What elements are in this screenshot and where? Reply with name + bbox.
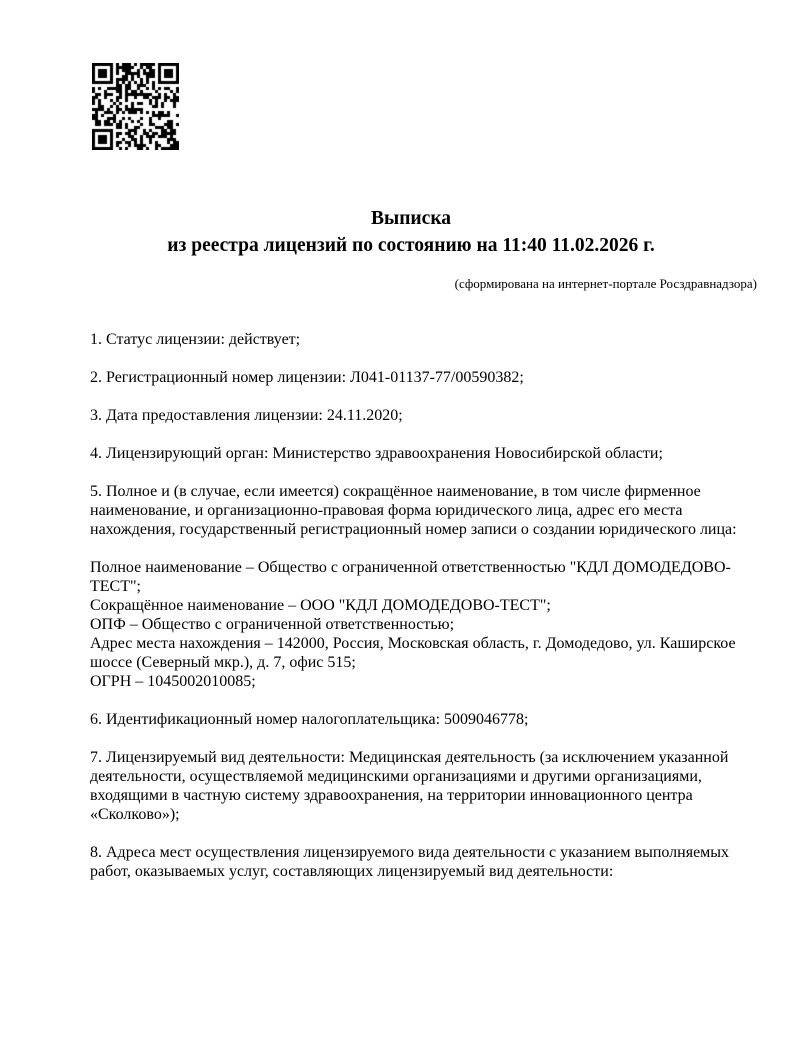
license-status: 1. Статус лицензии: действует; xyxy=(90,331,301,348)
legal-entity-details xyxy=(90,558,757,691)
document-title-line2: из реестра лицензий по состоянию на 11:40 11.02.2026 г. xyxy=(167,235,655,256)
taxpayer-inn: 6. Идентификационный номер налогоплательщика: 5009046778; xyxy=(90,711,529,728)
entity-short-name: Сокращённое наименование – ООО "КДЛ ДОМОДЕДОВО-ТЕСТ"; xyxy=(90,597,551,614)
entity-opf: ОПФ – Общество с ограниченной ответственностью; xyxy=(90,616,455,633)
license-registration-number: 2. Регистрационный номер лицензии: Л041-01137-77/00590382; xyxy=(90,369,524,386)
licensed-activity: 7. Лицензируемый вид деятельности: Медицинская деятельность (за исключением указанной деятельности, осуществляемой медицинскими организациями и другими организациями, входящими в частную систему здравоохранения, на территории инновационного центра «Сколково»); xyxy=(90,749,729,823)
entity-ogrn: ОГРН – 1045002010085; xyxy=(90,673,256,690)
license-grant-date: 3. Дата предоставления лицензии: 24.11.2020; xyxy=(90,407,403,424)
entity-full-name: Полное наименование – Общество с ограниченной ответственностью "КДЛ ДОМОДЕДОВО-ТЕСТ"; xyxy=(90,559,731,595)
document-subtitle: (сформирована на интернет-портале Росздравнадзора) xyxy=(454,276,757,291)
entity-address: Адрес места нахождения – 142000, Россия, Московская область, г. Домодедово, ул. Каширское шоссе (Северный мкр.), д. 7, офис 515; xyxy=(90,635,736,671)
qr-code xyxy=(92,63,179,150)
document-content xyxy=(90,205,757,900)
licensing-authority: 4. Лицензирующий орган: Министерство здравоохранения Новосибирской области; xyxy=(90,445,663,462)
activity-addresses-heading: 8. Адреса мест осуществления лицензируемого вида деятельности с указанием выполняемых работ, оказываемых услуг, составляющих лицензируемый вид деятельности: xyxy=(90,844,730,880)
document-title xyxy=(90,205,757,259)
legal-entity-heading: 5. Полное и (в случае, если имеется) сокращённое наименование, в том числе фирменное наименование, и организационно-правовая форма юридического лица, адрес его места нахождения, государственный регистрационный номер записи о создании юридического лица: xyxy=(90,483,737,538)
document-title-line1: Выписка xyxy=(370,208,452,229)
